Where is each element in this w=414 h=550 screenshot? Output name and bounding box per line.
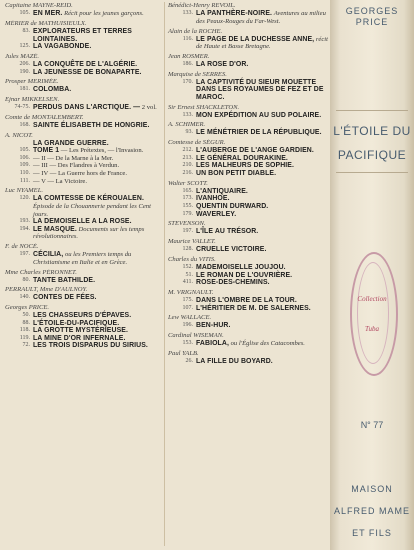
book-title: DANS L'OMBRE DE LA TOUR. — [196, 296, 297, 304]
book-title: MON EXPÉDITION AU SUD POLAIRE. — [196, 111, 322, 119]
catalog-entry — [3, 286, 166, 302]
book-subtitle: Récit pour les jeunes garçons. — [64, 10, 144, 18]
book-subtitle: ou l'Église des Catacombes. — [230, 340, 305, 348]
book-title: COLOMBA. — [33, 86, 72, 94]
author-name: Luc NYAMEL. — [5, 187, 44, 195]
book-title: LA MINE D'OR INFERNALE. — [33, 334, 126, 342]
author-name: Comtesse de SÉGUR. — [168, 139, 226, 147]
book-item — [3, 251, 166, 266]
book-item — [3, 147, 166, 155]
book-title: PERDUS DANS L'ARCTIQUE. — — [33, 104, 141, 112]
book-item — [3, 342, 166, 350]
book-item — [166, 155, 329, 163]
book-item — [166, 272, 329, 280]
catalog-left-column — [3, 0, 166, 350]
spine-rule — [336, 110, 408, 111]
spine-volume-number: N° 77 — [360, 420, 384, 430]
book-number: 105. — [19, 10, 30, 17]
book-title: LES CHASSEURS D'ÉPAVES. — [33, 312, 132, 320]
catalog-entry — [3, 187, 166, 241]
catalog-entry — [166, 289, 329, 312]
book-spine — [330, 0, 414, 550]
book-number: 165. — [182, 187, 193, 194]
book-item — [166, 188, 329, 196]
book-title: SAINTE ÉLISABETH DE HONGRIE. — [33, 121, 150, 129]
catalog-entry — [3, 2, 166, 18]
author-name: A. SCHIMER. — [168, 121, 206, 129]
book-number: 111. — [19, 177, 30, 184]
catalog-entry — [166, 28, 329, 51]
book-number: 190. — [19, 68, 30, 75]
book-number: 88. — [22, 319, 30, 326]
book-item — [166, 358, 329, 366]
book-item — [3, 86, 166, 94]
catalog-entry — [166, 139, 329, 177]
book-title: MADEMOISELLE JOUJOU. — [196, 263, 286, 271]
book-number: 109. — [19, 162, 30, 169]
book-title: FABIOLA, — [196, 340, 229, 348]
book-number: 197. — [182, 228, 193, 235]
author-name: Georges PRICE. — [5, 304, 50, 312]
catalog-entry — [166, 220, 329, 236]
book-item — [166, 195, 329, 203]
catalog-entry — [3, 243, 166, 266]
book-item — [166, 112, 329, 120]
book-title: LA CAPTIVITÉ DU SIEUR MOUETTE DANS LES ROYAUMES DE FEZ ET DE MAROC. — [196, 78, 324, 101]
book-item — [166, 228, 329, 236]
book-item — [166, 129, 329, 137]
spine-title-line2: PACIFIQUE — [337, 148, 407, 162]
author-name: Comte de MONTALEMBERT. — [5, 113, 84, 121]
book-title: LA PANTHÈRE-NOIRE. — [196, 10, 273, 18]
spine-author-first: GEORGES — [345, 6, 399, 16]
book-item — [3, 69, 166, 77]
book-subtitle: Documents sur les temps révolutionnaires. — [33, 225, 145, 241]
book-number: 72. — [22, 342, 30, 349]
author-name: A. NICOT. — [5, 131, 33, 139]
book-item — [3, 43, 166, 51]
book-number: 51. — [185, 271, 193, 278]
book-note: 2 vol. — [141, 104, 157, 112]
book-number: 210. — [182, 162, 193, 169]
book-number: 133. — [182, 111, 193, 118]
catalog-entry — [166, 332, 329, 348]
book-title: L'AUBERGE DE L'ANGE GARDIEN. — [196, 147, 314, 155]
book-title: CONTES DE FÉES. — [33, 294, 97, 302]
book-note: — IV — La Guerre hors de France. — [33, 170, 127, 178]
author-name: Alain de la ROCHE. — [168, 27, 223, 35]
book-number: 173. — [182, 195, 193, 202]
author-name: Walter SCOTT. — [168, 179, 208, 187]
book-number: 93. — [185, 129, 193, 136]
book-title: UN BON PETIT DIABLE. — [196, 170, 277, 178]
book-number: 193. — [19, 218, 30, 225]
book-title: TOME 1 — [33, 147, 60, 155]
book-note: — Les Prétextes, — l'Invasion. — [60, 147, 144, 155]
book-title: LA COMTESSE DE KÉROUALEN. — [33, 195, 144, 203]
book-item — [166, 211, 329, 219]
spine-emblem-inner-icon — [357, 262, 389, 364]
book-number: 110. — [19, 170, 30, 177]
spine-author-last: PRICE — [355, 17, 389, 27]
spine-title-line1: L'ÉTOILE DU — [333, 124, 411, 138]
book-note: — III — Des Flandres à Verdun. — [33, 162, 120, 170]
book-number: 83. — [22, 27, 30, 34]
book-item — [3, 226, 166, 241]
book-item — [166, 322, 329, 330]
book-title: EN MER. — [33, 10, 63, 18]
book-title: EXPLORATEURS ET TERRES LOINTAINES. — [33, 27, 132, 43]
book-number: 194. — [19, 225, 30, 232]
author-name: Jean ROSMER. — [168, 52, 210, 60]
author-name: PERRAULT, Mme D'AULNOY. — [5, 286, 88, 294]
book-item — [3, 178, 166, 186]
author-name: F. de NOCÉ. — [5, 243, 39, 251]
book-item — [3, 195, 166, 218]
book-item — [3, 312, 166, 320]
book-title: LA JEUNESSE DE BONAPARTE. — [33, 68, 142, 76]
catalog-entry — [3, 96, 166, 112]
catalog-entry — [166, 350, 329, 366]
book-subtitle: récit de Haute et Basse Bretagne. — [196, 35, 328, 51]
book-note: — V — La Victoire. — [33, 177, 87, 185]
book-item — [3, 218, 166, 226]
book-number: 186. — [182, 60, 193, 67]
book-number: 216. — [182, 170, 193, 177]
author-name: Prosper MERIMÉE. — [5, 78, 59, 86]
book-number: 105. — [19, 147, 30, 154]
catalog-entry — [166, 104, 329, 120]
book-title: LA VAGABONDE. — [33, 43, 92, 51]
author-name: Capitaine MAYNE-REID. — [5, 2, 73, 10]
catalog-entry — [3, 269, 166, 285]
book-number: 197. — [19, 251, 30, 258]
book-item — [166, 203, 329, 211]
book-title: LA FILLE DU BOYARD. — [196, 357, 273, 365]
book-item — [166, 162, 329, 170]
author-name: STEVENSON. — [168, 220, 206, 228]
book-title: QUENTIN DURWARD. — [196, 203, 269, 210]
catalog-entry — [166, 180, 329, 218]
book-number: 125. — [19, 43, 30, 50]
book-item — [166, 279, 329, 287]
book-item — [3, 104, 166, 112]
spine-publisher-line1: MAISON — [351, 484, 393, 494]
book-title: TANTE BATHILDE. — [33, 276, 96, 284]
spine-publisher-line3: ET FILS — [352, 528, 392, 538]
book-title: LE MÉNÉTRIER DE LA RÉPUBLIQUE. — [196, 129, 322, 137]
catalog-entry — [3, 132, 166, 186]
author-name: Paul YALB. — [168, 349, 199, 357]
book-number: 181. — [19, 86, 30, 93]
catalog-entry — [166, 53, 329, 69]
author-name: Sir Ernest SHACKLETON. — [168, 103, 240, 111]
catalog-entry — [3, 20, 166, 51]
book-title: LE PAGE DE LA DUCHESSE ANNE, — [196, 35, 315, 43]
book-item — [3, 335, 166, 343]
book-title: LES TROIS DISPARUS DU SIRIUS. — [33, 342, 148, 350]
book-item — [3, 277, 166, 285]
book-title: L'HÉRITIER DE M. DE SALERNES. — [196, 304, 311, 312]
column-divider — [164, 2, 165, 546]
author-name: Cardinal WISEMAN. — [168, 332, 224, 340]
book-title: LES MALHEURS DE SOPHIE. — [196, 162, 295, 170]
author-name: Bénédict-Henry REVOIL. — [168, 2, 236, 10]
book-number: 155. — [182, 203, 193, 209]
author-name: Charles du VITIS. — [168, 255, 216, 263]
book-subtitle: Épisode de la Chouannerie pendant les Cent jours. — [33, 203, 151, 218]
book-item — [3, 10, 166, 18]
book-item — [166, 264, 329, 272]
book-number: 26. — [185, 357, 193, 364]
book-title: L'ANTIQUAIRE. — [196, 187, 248, 195]
book-title: WAVERLEY. — [196, 210, 237, 218]
catalog-entry — [166, 121, 329, 137]
author-name: Jules MAZÉ. — [5, 52, 40, 60]
book-item — [3, 61, 166, 69]
book-title: IVANHOE. — [196, 195, 230, 203]
book-title: BEN-HUR. — [196, 322, 231, 330]
author-name: Marquise de SERRES. — [168, 70, 227, 78]
book-item — [166, 297, 329, 305]
book-number: 411. — [182, 279, 193, 286]
book-note: — II — De la Marne à la Mer. — [33, 154, 114, 162]
book-item — [3, 140, 166, 148]
book-title: CRUELLE VICTOIRE. — [196, 246, 267, 254]
catalog-entry — [166, 238, 329, 254]
catalog-entry — [166, 256, 329, 287]
book-number: 119. — [19, 334, 30, 341]
book-title: LE GÉNÉRAL DOURAKINE. — [196, 154, 288, 162]
book-item — [3, 170, 166, 178]
author-name: Lew WALLACE. — [168, 314, 212, 322]
book-item — [166, 61, 329, 69]
book-item — [3, 162, 166, 170]
book-item — [3, 28, 166, 43]
book-title: LA ROSE D'OR. — [196, 60, 249, 68]
catalog-entry — [166, 71, 329, 102]
catalog-entry — [166, 314, 329, 330]
book-subtitle: Aventures au milieu des Peaux-Rouges du Far-West. — [196, 10, 326, 25]
book-title: L'ÎLE AU TRÉSOR. — [196, 228, 259, 236]
spine-rule — [336, 172, 408, 173]
book-number: 106. — [19, 154, 30, 161]
book-number: 175. — [182, 296, 193, 303]
book-item — [166, 36, 329, 51]
book-number: 116. — [182, 35, 193, 42]
spine-emblem-text: Tuba — [364, 325, 379, 333]
book-number: 179. — [182, 210, 193, 217]
book-number: 168. — [19, 121, 30, 128]
book-item — [3, 294, 166, 302]
author-name: Ejnar MIKKELSEN. — [5, 96, 60, 104]
book-title: LE MASQUE. — [33, 225, 77, 233]
book-number: 133. — [182, 10, 193, 17]
author-name: M. VRIGNAULT. — [168, 288, 214, 296]
book-title: LA GRANDE GUERRE. — [33, 139, 109, 147]
book-item — [166, 147, 329, 155]
book-number: 120. — [19, 195, 30, 202]
book-number: 196. — [182, 322, 193, 329]
book-title: LE ROMAN DE L'OUVRIÈRE. — [196, 271, 293, 279]
book-number: 140. — [19, 294, 30, 301]
book-item — [3, 327, 166, 335]
book-item — [3, 122, 166, 130]
book-title: CÉCILIA, — [33, 251, 64, 259]
catalog-entry — [166, 2, 329, 25]
book-number: 107. — [182, 304, 193, 311]
book-number: 152. — [182, 263, 193, 270]
book-title: L'ÉTOILE-DU-PACIFIQUE. — [33, 319, 120, 327]
spine-emblem-text: Collection — [357, 295, 387, 303]
book-item — [166, 340, 329, 348]
book-title: LA CONQUÊTE DE L'ALGÉRIE. — [33, 60, 138, 68]
book-number: 212. — [182, 147, 193, 154]
book-title: ROSE-DES-CHEMINS. — [196, 279, 270, 287]
book-number: 118. — [19, 327, 30, 334]
book-number: 50. — [22, 312, 30, 319]
book-number: 128. — [182, 246, 193, 253]
book-item — [3, 155, 166, 163]
catalog-entry — [3, 53, 166, 76]
book-number: 153. — [182, 340, 193, 347]
catalog-entry — [3, 304, 166, 350]
book-item — [166, 170, 329, 178]
catalog-right-column — [166, 0, 329, 365]
book-title: LA GROTTE MYSTÉRIEUSE. — [33, 327, 128, 335]
book-item — [166, 246, 329, 254]
author-name: Maurice VALLET. — [168, 238, 216, 246]
book-subtitle: ou les Premiers temps du Christianisme en Italie et en Grèce. — [33, 251, 132, 266]
author-name: MÉRIER de MATHUISIEULX. — [5, 19, 87, 27]
book-item — [166, 10, 329, 25]
book-number: 170. — [182, 78, 193, 85]
book-item — [166, 79, 329, 102]
catalog-entry — [3, 78, 166, 94]
book-title: LA DEMOISELLE A LA ROSE. — [33, 218, 132, 226]
book-number: 74-75. — [14, 104, 30, 111]
catalog-entry — [3, 114, 166, 130]
author-name: Mme Charles PÉRONNET. — [5, 268, 77, 276]
book-number: 206. — [19, 60, 30, 67]
book-item — [166, 305, 329, 313]
book-number: 80. — [22, 276, 30, 283]
spine-publisher-line2: ALFRED MAME — [333, 506, 410, 516]
book-number: 213. — [182, 154, 193, 161]
